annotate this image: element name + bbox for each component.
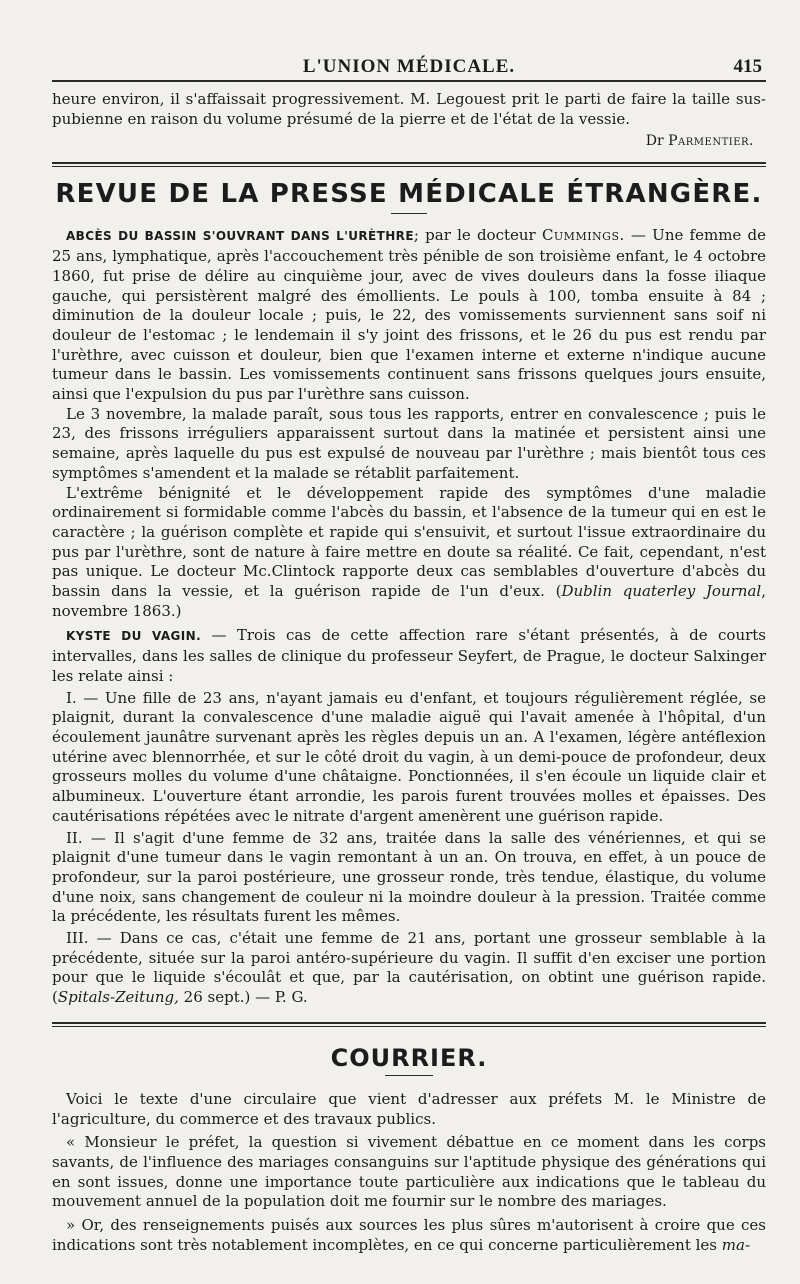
page-number: 415 <box>733 56 762 77</box>
revue-title: REVUE DE LA PRESSE MÉDICALE ÉTRANGÈRE. <box>55 179 763 210</box>
title-underline <box>391 213 427 214</box>
courrier-section <box>52 1090 766 1256</box>
kyste-lead: KYSTE DU VAGIN. <box>66 629 202 644</box>
signature-prefix: Dr <box>645 133 669 150</box>
kyste-body: — Trois cas de cette affection rare s'étant présentés, à de courts intervalles, dans les salles de clinique du professeur Seyfert, de Prague, le docteur Salxinger les relate ainsi : <box>52 626 767 685</box>
courrier-paragraph-3 <box>52 1216 766 1255</box>
abces-p3-end: , novembre 1863.) <box>52 582 766 620</box>
kyste-case-3 <box>52 929 766 1008</box>
abces-lead: ABCÈS DU BASSIN S'OUVRANT DANS L'URÈTHRE <box>66 229 414 244</box>
courrier-p3-body: » Or, des renseignements puisés aux sources les plus sûres m'autorisent à croire que ces indications sont très notablement incomplètes, en ce qui concerne particulièrement les <box>52 1216 766 1254</box>
section-divider-2 <box>52 1022 766 1027</box>
abces-p3-body: L'extrême bénignité et le développement rapide des symptômes d'une maladie ordinairement si formidable comme l'abcès du bassin, et l'absence de la tumeur qui en est le caractère ; la guérison complète et rapide qui s'ensuivit, et surtout l'issue extraordinaire du pus par l'urèthre, sont de nature à faire mettre en doute sa réalité. Ce fait, cependant, n'est pas unique. Le docteur Mc.Clintock rapporte deux cas semblables d'ouverture d'abcès du bassin dans la vessie, et la guérison rapide de l'un d'eux. ( <box>52 483 766 601</box>
section-divider <box>52 162 766 167</box>
abces-paragraph-1 <box>52 226 766 404</box>
courrier-p3-end: ma- <box>721 1235 751 1254</box>
intro-paragraph: heure environ, il s'affaissait progressivement. M. Legouest prit le parti de faire la taille sus-pubienne en raison du volume présumé de la pierre et de l'état de la vessie. <box>52 90 766 128</box>
running-title: L'UNION MÉDICALE. <box>302 56 516 77</box>
abces-by: ; par le docteur <box>413 226 542 245</box>
case-3-source: Spitals-Zeitung, <box>57 988 179 1007</box>
signature-name: Parmentier. <box>668 133 754 150</box>
kyste-case-1: I. — Une fille de 23 ans, n'ayant jamais eu d'enfant, et toujours régulièrement réglée, se plaignit, durant la convalescence d'une maladie aiguë qui l'avait amenée à l'hôpital, d'un écoulement jaunâtre survenant après les règles depuis un an. A l'examen, légère antéflexion utérine avec blennorrhée, et sur le côté droit du vagin, à un demi-pouce de profondeur, deux grosseurs molles du volume d'une châtaigne. Ponctionnées, il s'en écoule un liquide clair et albumineux. L'ouverture étant arrondie, les parois furent trouvées molles et épaisses. Des cautérisations répétées avec le nitrate d'argent amenèrent une guérison rapide. <box>52 688 766 825</box>
case-3-body: III. — Dans ce cas, c'était une femme de 21 ans, portant une grosseur semblable à la précédente, située sur la paroi antéro-supérieure du vagin. Il suffit d'en exciser une portion pour que le liquide s'écoulât et que, par la cautérisation, on obtint une guérison rapide. ( <box>52 929 766 1007</box>
abces-author: Cummings. <box>541 226 625 245</box>
courrier-paragraph-1: Voici le texte d'une circulaire que vient d'adresser aux préfets M. le Ministre de l'agriculture, du commerce et des travaux publics. <box>52 1089 766 1128</box>
abces-paragraph-2: Le 3 novembre, la malade paraît, sous tous les rapports, entrer en convalescence ; puis le 23, des frissons irréguliers apparaissent surtout dans la matinée et persistent ainsi une semaine, après laquelle du pus est expulsé de nouveau par l'urèthre ; mais bientôt tous ces symptômes s'amendent et la malade se rétablit parfaitement. <box>52 404 766 482</box>
kyste-paragraph <box>52 626 766 686</box>
courrier-title: COURRIER. <box>330 1043 488 1072</box>
kyste-case-2: II. — Il s'agit d'une femme de 32 ans, traitée dans la salle des vénériennes, et qui se plaignit d'une tumeur dans le vagin remontant à un an. On trouva, en effet, à un pouce de profondeur, sur la paroi postérieure, une grosseur ronde, très tendue, élastique, du volume d'une noix, sans changement de couleur ni la moindre douleur à la pression. Traitée comme la précédente, les résultats furent les mêmes. <box>52 828 766 926</box>
running-head <box>52 52 766 82</box>
abces-source: Dublin quaterley Journal <box>561 582 762 601</box>
abces-paragraph-3 <box>52 484 766 622</box>
courrier-underline <box>385 1075 433 1076</box>
abces-body: — Une femme de 25 ans, lymphatique, après l'accouchement très pénible de son troisième enfant, le 4 octobre 1860, fut prise de délire au cinquième jour, avec de vives douleurs dans la fosse iliaque gauche, qui persistèrent malgré des émollients. Le pouls à 100, tomba ensuite à 84 ; diminution de la douleur locale ; puis, le 22, des vomissements surviennent sans soif ni douleur de l'estomac ; le lendemain il s'y joint des frissons, et le 26 du pus est rendu par l'urèthre, avec cuisson et douleur, bien que l'examen interne et externe n'indique aucune tumeur dans le bassin. Les vomissements continuent sans frissons quelques jours ensuite, ainsi que l'expulsion du pus par l'urèthre sans cuisson. <box>52 226 766 404</box>
courrier-paragraph-2: « Monsieur le préfet, la question si vivement débattue en ce moment dans les corps savants, de l'influence des mariages consanguins sur l'aptitude physique des générations qui en sont issues, donne une importance toute particulière aux indications que le tableau du mouvement annuel de la population doit me fournir sur le nombre des mariages. <box>52 1133 766 1211</box>
signature <box>52 132 754 150</box>
case-3-end: 26 sept.) — P. G. <box>178 988 308 1007</box>
